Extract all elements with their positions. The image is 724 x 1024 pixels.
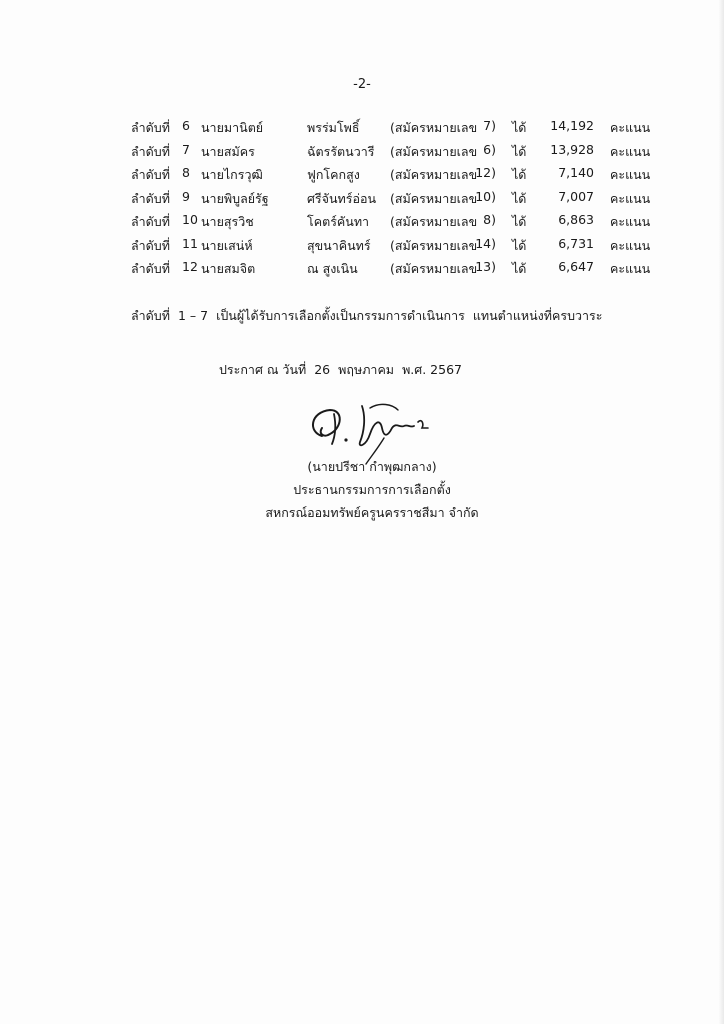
vote-count: 13,928 [550,141,594,157]
candidate-number: 8) [483,212,496,227]
candidate-label: (สมัครหมายเลข [390,190,478,206]
result-row [0,142,724,166]
summary-text: เป็นผู้ได้รับการเลือกตั้งเป็นกรรมการดำเนินการ [216,308,465,323]
rank-number: 12 [182,259,198,274]
vote-count: 6,731 [558,235,594,251]
candidate-number: 12) [475,165,496,180]
candidate-label: (สมัครหมายเลข [390,237,478,253]
vote-unit: คะแนน [610,190,651,206]
vote-count: 6,647 [558,259,594,274]
first-name: นายมานิตย์ [201,120,264,135]
rank-label: ลำดับที่ [131,143,170,159]
first-name: นายพิบูลย์รัฐ [201,190,269,206]
candidate-number: 6) [483,141,496,157]
got-label: ได้ [512,261,527,276]
rank-number: 9 [182,188,190,204]
summary-line [131,306,602,326]
last-name: ฉัตรรัตนวารี [307,143,375,159]
announcement-era: พ.ศ. [402,362,427,377]
vote-unit: คะแนน [610,261,651,276]
candidate-number: 10) [475,188,496,204]
result-row [0,259,724,283]
signer-name: (นายปรีชา กำพุฒกลาง) [307,459,437,474]
last-name: ณ สูงเนิน [307,261,358,276]
candidate-label: (สมัครหมายเลข [390,214,478,229]
vote-unit: คะแนน [610,143,651,159]
first-name: นายเสน่ห์ [201,237,253,253]
got-label: ได้ [512,120,527,135]
page-number: -2- [353,77,371,92]
got-label: ได้ [512,167,527,182]
announcement-date [219,360,462,380]
last-name: สุขนาคินทร์ [307,237,371,253]
vote-unit: คะแนน [610,237,651,253]
candidate-label: (สมัครหมายเลข [390,261,478,276]
handwritten-signature [300,388,450,468]
candidate-number: 14) [475,235,496,251]
result-row [0,118,724,142]
vote-count: 7,140 [558,165,594,180]
vote-unit: คะแนน [610,167,651,182]
vote-count: 14,192 [550,118,594,133]
last-name: โคตร์คันทา [307,214,370,229]
got-label: ได้ [512,237,527,253]
announcement-day: 26 [314,362,331,377]
result-row [0,212,724,236]
rank-label: ลำดับที่ [131,120,170,135]
vote-unit: คะแนน [610,214,651,229]
announcement-label: ประกาศ ณ วันที่ [219,362,307,377]
last-name: ศรีจันทร์อ่อน [307,190,377,206]
results-list [0,118,724,283]
got-label: ได้ [512,143,527,159]
announcement-year: 2567 [430,362,462,377]
rank-label: ลำดับที่ [131,214,170,229]
result-row [0,189,724,213]
announcement-month: พฤษภาคม [338,362,395,377]
first-name: นายสมจิต [201,261,256,276]
rank-label: ลำดับที่ [131,237,170,253]
summary-text-2: แทนตำแหน่งที่ครบวาระ [472,308,603,323]
summary-range: 1 – 7 [177,308,209,323]
rank-number: 7 [182,141,190,157]
first-name: นายสุรวิช [201,214,254,229]
candidate-label: (สมัครหมายเลข [390,167,478,182]
candidate-number: 7) [483,118,496,133]
rank-label: ลำดับที่ [131,190,170,206]
rank-number: 6 [182,118,190,133]
signer-organization: สหกรณ์ออมทรัพย์ครูนครราชสีมา จำกัด [265,505,479,520]
result-row [0,165,724,189]
first-name: นายสมัคร [201,143,255,159]
rank-label: ลำดับที่ [131,167,170,182]
candidate-number: 13) [475,259,496,274]
rank-number: 8 [182,165,190,180]
vote-unit: คะแนน [610,120,651,135]
rank-label: ลำดับที่ [131,261,170,276]
result-row [0,236,724,260]
got-label: ได้ [512,190,527,206]
last-name: พรร่มโพธิ์ [307,120,360,135]
first-name: นายไกรวุฒิ [201,167,263,182]
signer-title: ประธานกรรมการการเลือกตั้ง [293,482,451,497]
summary-prefix: ลำดับที่ [131,308,170,323]
vote-count: 6,863 [558,212,594,227]
candidate-label: (สมัครหมายเลข [390,120,478,135]
rank-number: 11 [182,235,198,251]
got-label: ได้ [512,214,527,229]
vote-count: 7,007 [558,188,594,204]
last-name: ฟูกโคกสูง [307,167,360,182]
rank-number: 10 [182,212,198,227]
candidate-label: (สมัครหมายเลข [390,143,478,159]
